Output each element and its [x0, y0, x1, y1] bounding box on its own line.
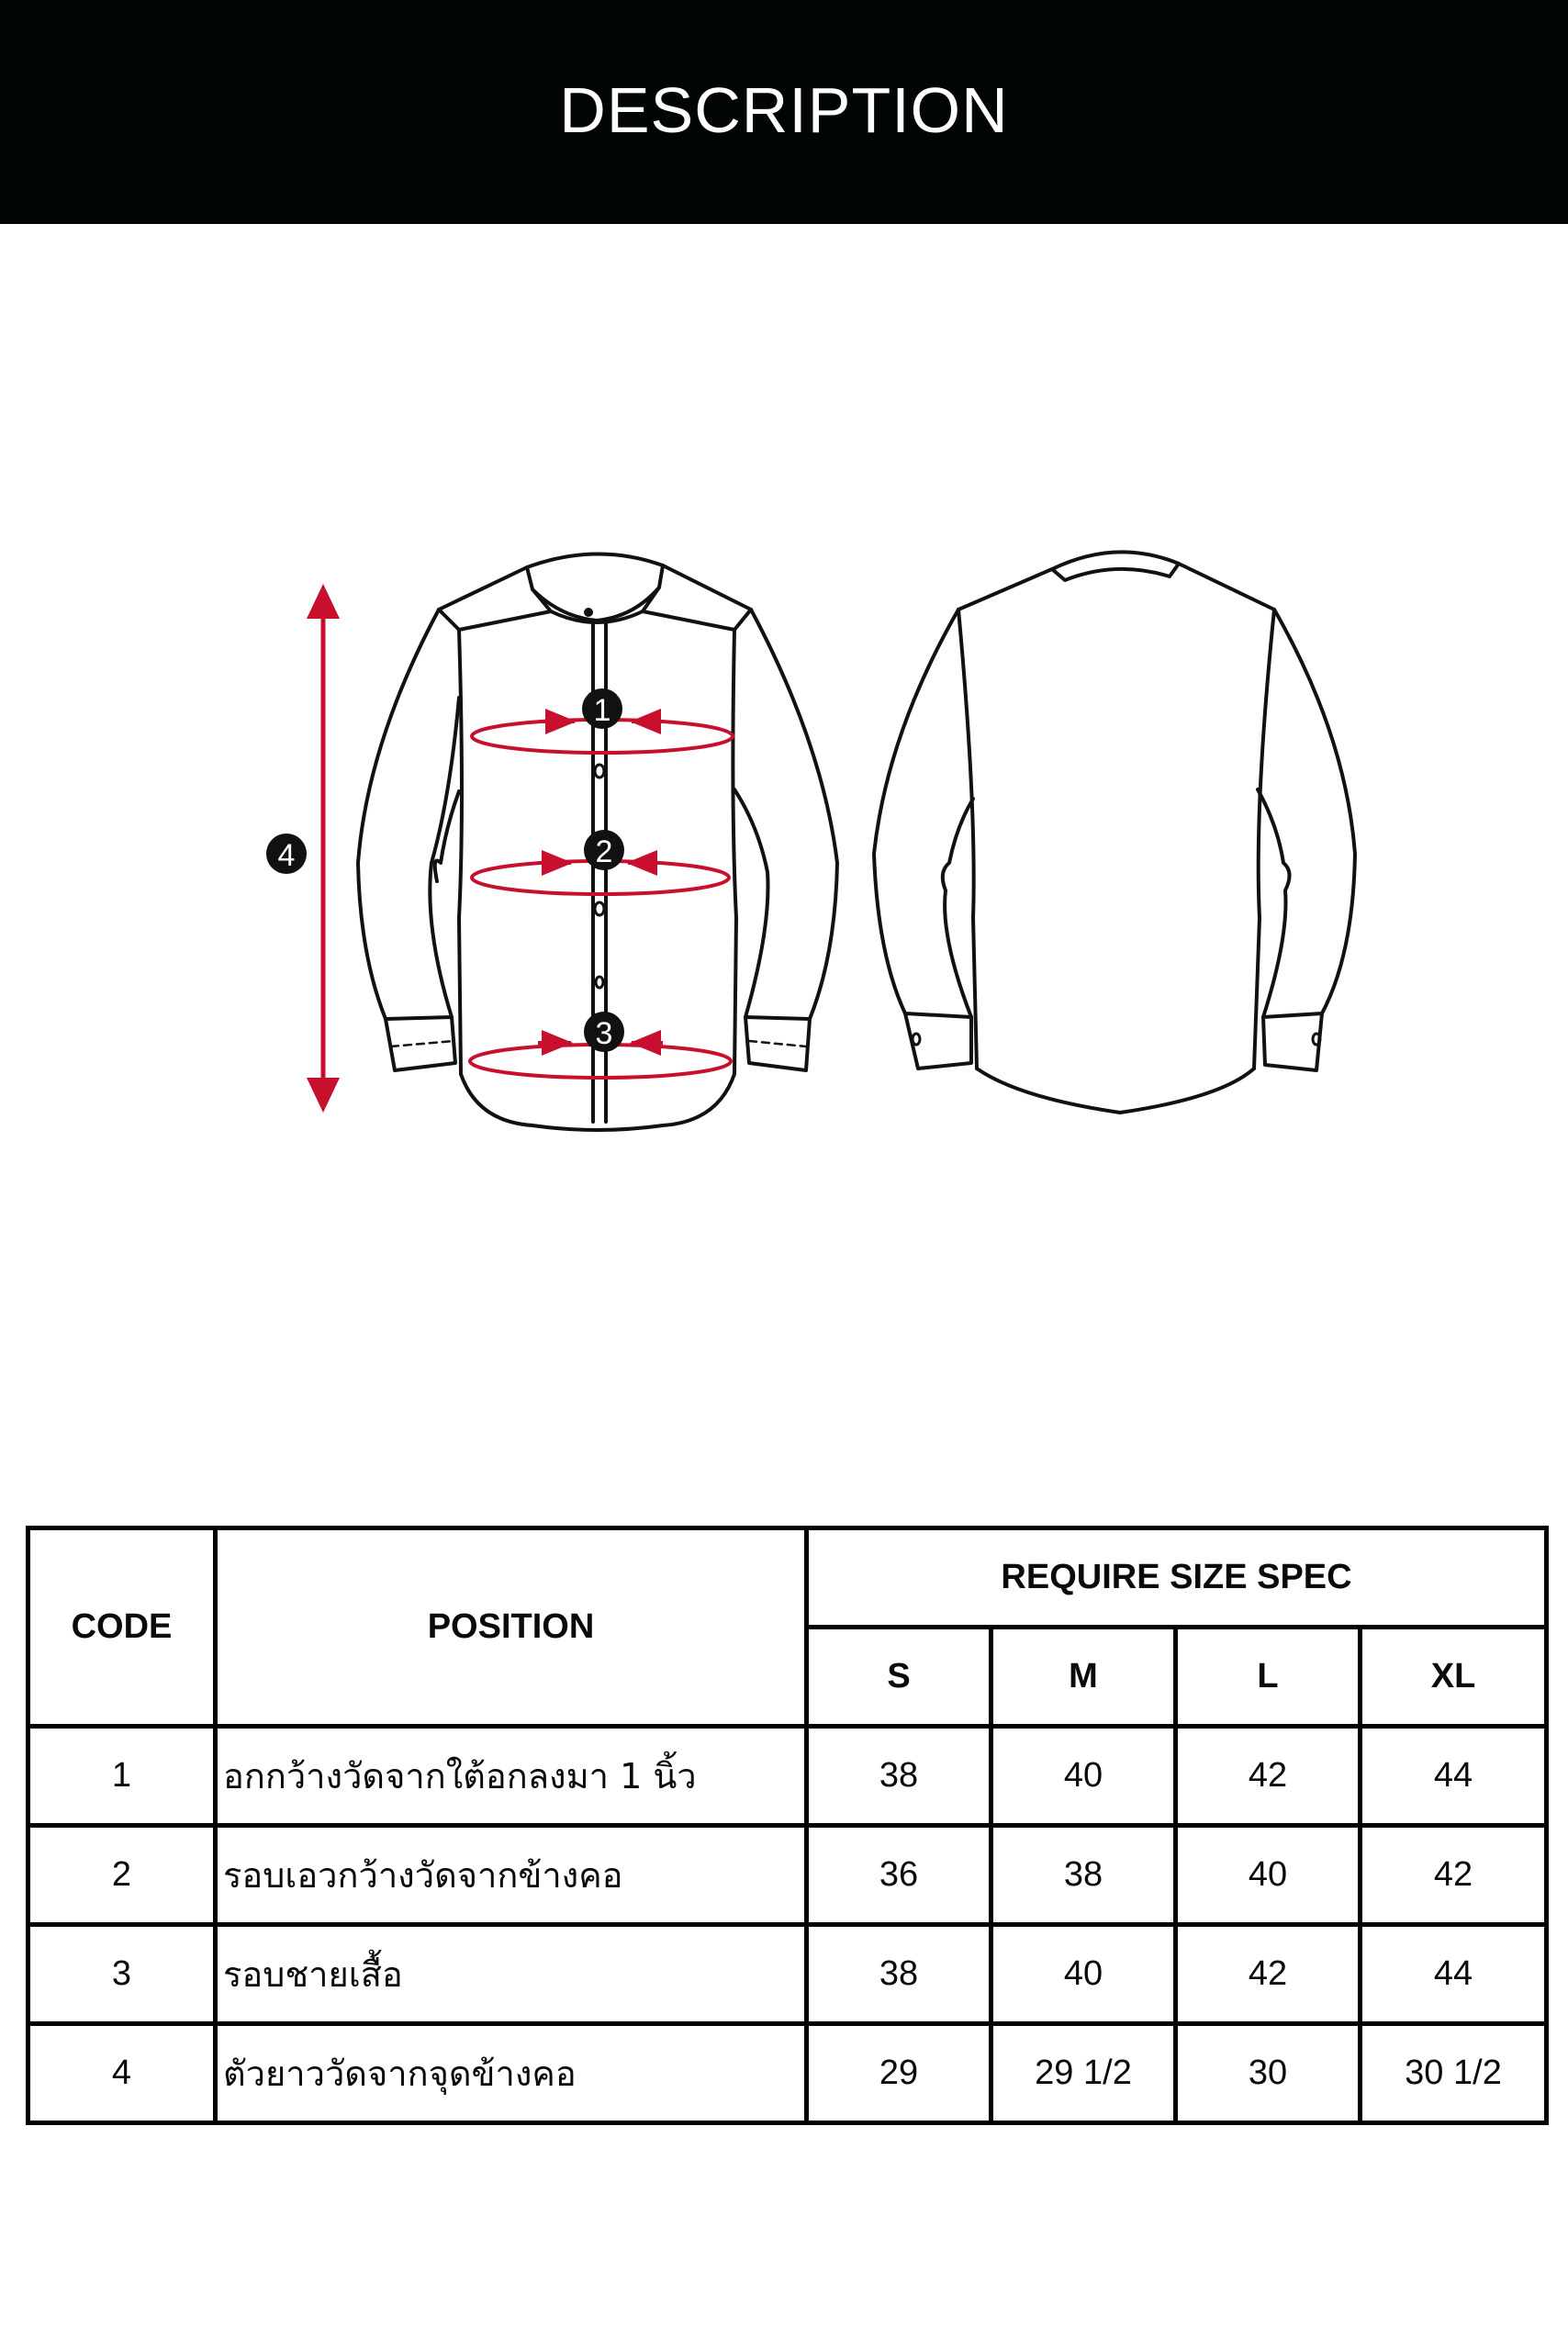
marker-2	[584, 830, 624, 870]
marker-3-label: 3	[595, 1016, 613, 1051]
row-value-l: 40	[1176, 1826, 1361, 1925]
marker-4	[266, 834, 307, 874]
back-cuff-buttons	[913, 1034, 1320, 1045]
size-header-m: M	[991, 1628, 1176, 1727]
row-value-m: 40	[991, 1727, 1176, 1826]
marker-2-label: 2	[595, 834, 613, 869]
marker-1	[582, 688, 622, 729]
row-value-s: 36	[807, 1826, 991, 1925]
row-value-l: 30	[1176, 2024, 1361, 2123]
page-title: DESCRIPTION	[559, 74, 1009, 146]
row-code: 3	[28, 1925, 216, 2024]
table-row	[28, 1826, 1547, 1925]
row-value-l: 42	[1176, 1727, 1361, 1826]
header-band	[0, 0, 1568, 224]
marker-4-label: 4	[277, 838, 296, 873]
row-value-xl: 44	[1361, 1925, 1547, 2024]
row-value-l: 42	[1176, 1925, 1361, 2024]
table-row	[28, 1727, 1547, 1826]
row-value-xl: 42	[1361, 1826, 1547, 1925]
size-header-xl: XL	[1361, 1628, 1547, 1727]
size-header-l: L	[1176, 1628, 1361, 1727]
row-code: 2	[28, 1826, 216, 1925]
size-spec-table	[26, 1526, 1549, 2125]
position-header: POSITION	[216, 1528, 807, 1727]
row-value-xl: 30 1/2	[1361, 2024, 1547, 2123]
row-value-xl: 44	[1361, 1727, 1547, 1826]
length-arrow	[307, 584, 340, 1113]
table-row	[28, 1925, 1547, 2024]
row-value-s: 38	[807, 1925, 991, 2024]
code-header: CODE	[28, 1528, 216, 1727]
table-row	[28, 2024, 1547, 2123]
row-position: ตัวยาววัดจากจุดข้างคอ	[216, 2024, 807, 2123]
row-code: 1	[28, 1727, 216, 1826]
marker-3	[584, 1012, 624, 1052]
row-value-m: 29 1/2	[991, 2024, 1176, 2123]
row-value-m: 38	[991, 1826, 1176, 1925]
row-code: 4	[28, 2024, 216, 2123]
row-position: รอบชายเสื้อ	[216, 1925, 807, 2024]
shirt-diagram	[0, 514, 1568, 1138]
row-value-m: 40	[991, 1925, 1176, 2024]
row-position: อกกว้างวัดจากใต้อกลงมา 1 นิ้ว	[216, 1727, 807, 1826]
marker-1-label: 1	[593, 693, 611, 728]
back-shirt-outline	[874, 552, 1355, 1113]
row-position: รอบเอวกว้างวัดจากข้างคอ	[216, 1826, 807, 1925]
size-header-s: S	[807, 1628, 991, 1727]
row-value-s: 29	[807, 2024, 991, 2123]
row-value-s: 38	[807, 1727, 991, 1826]
spec-header: REQUIRE SIZE SPEC	[807, 1528, 1547, 1628]
